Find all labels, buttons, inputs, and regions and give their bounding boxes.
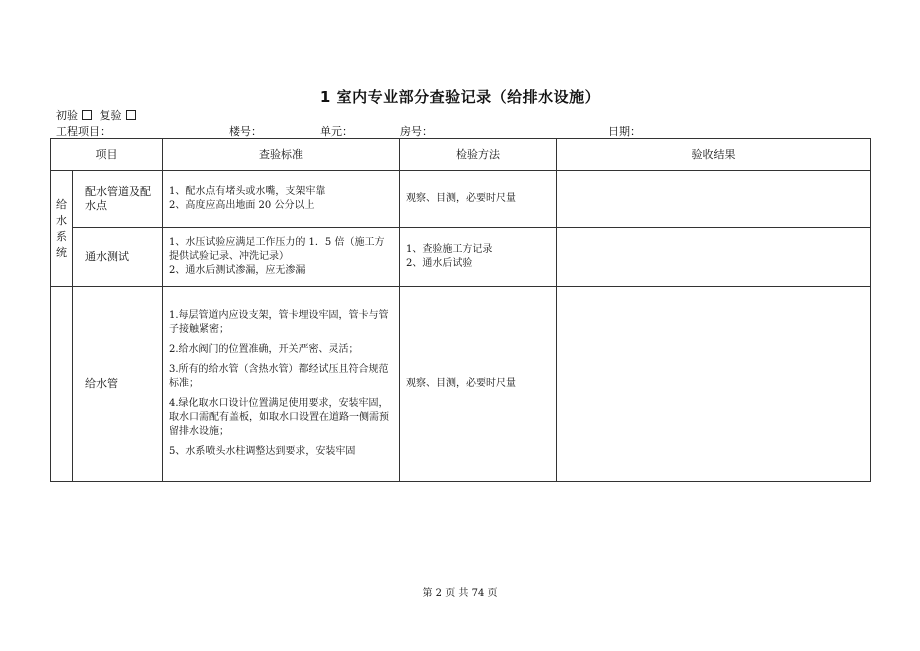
result-cell[interactable] [557,171,871,228]
page-footer: 第 2 页 共 74 页 [422,588,498,599]
item-name: 配水管道及配水点 [73,171,163,228]
table-row [51,171,871,228]
unit-field-label: 单元： [320,125,353,138]
project-field-label: 工程项目： [56,125,111,138]
header-standard: 查验标准 [163,139,400,171]
result-cell[interactable] [557,287,871,482]
method-cell: 观察、目测，必要时尺量 [400,171,557,228]
initial-check-label: 初验 [56,109,78,122]
recheck-box[interactable] [126,110,136,120]
table-row [51,228,871,287]
method-cell: 1、查验施工方记录 2、通水后试验 [400,228,557,287]
table-row [51,287,871,482]
date-field-label: 日期： [608,125,641,138]
room-field-label: 房号： [400,125,433,138]
header-method: 检验方法 [400,139,557,171]
initial-check-box[interactable] [82,110,92,120]
system-label-empty [51,287,73,482]
system-label: 给 水 系 统 [51,171,73,287]
standard-cell: 1、配水点有堵头或水嘴，支架牢靠 2、高度应高出地面 20 公分以上 [163,171,400,228]
table-header-row [51,139,871,171]
standard-cell: 1、水压试验应满足工作压力的 1．5 倍（施工方提供试验记录、冲洗记录） 2、通水后测试渗漏，应无渗漏 [163,228,400,287]
header-item: 项目 [51,139,163,171]
recheck-label: 复验 [99,109,122,122]
item-name: 通水测试 [73,228,163,287]
inspection-table [50,138,871,482]
standard-cell: 1.每层管道内应设支架，管卡埋设牢固，管卡与管子接触紧密； 2.给水阀门的位置准确，开关严密、灵活； 3.所有的给水管（含热水管）都经试压且符合规范标准； 4.绿化取水口设计位置满足使用要求，安装牢固，取水口需配有盖板，如取水口设置在道路一侧需预留排水设施； 5、水系喷头水柱调整达到要求，安装牢固 [163,287,400,482]
header-result: 验收结果 [557,139,871,171]
building-field-label: 楼号： [229,125,262,138]
inspection-type [56,107,140,123]
item-name: 给水管 [73,287,163,482]
result-cell[interactable] [557,228,871,287]
page-title: 1 室内专业部分查验记录（给排水设施） [319,88,601,106]
method-cell: 观察、目测，必要时尺量 [400,287,557,482]
